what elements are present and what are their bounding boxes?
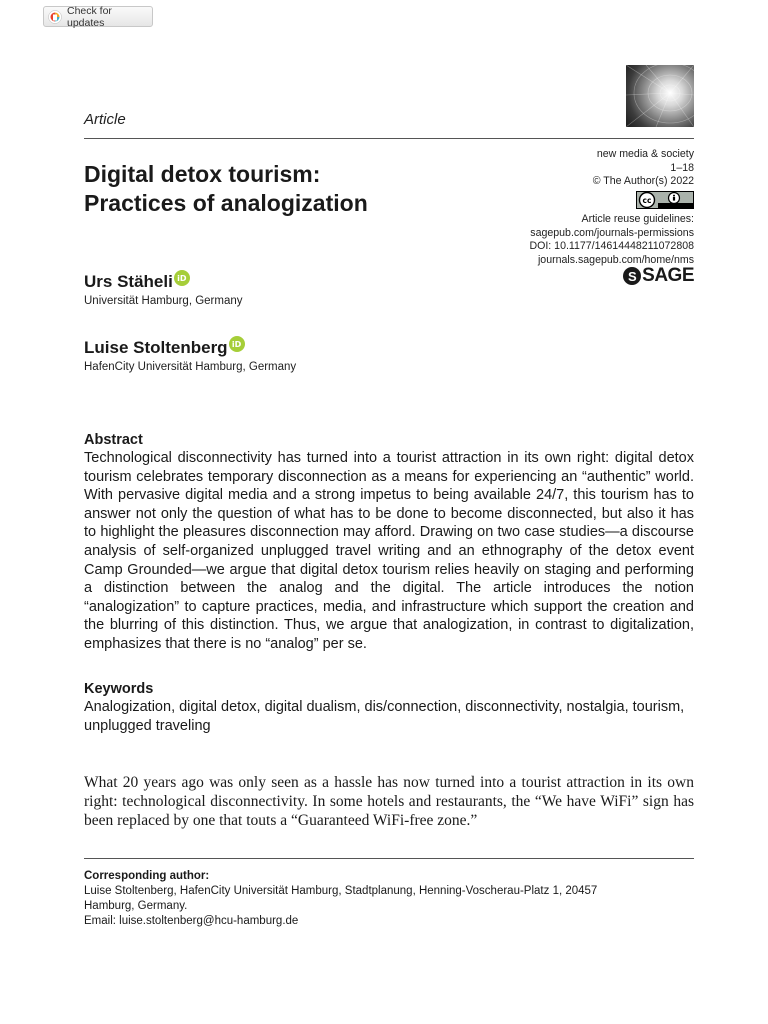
- header-divider: [84, 138, 694, 139]
- check-for-updates-button[interactable]: [43, 6, 153, 27]
- orcid-icon[interactable]: iD: [174, 270, 190, 286]
- keywords-section: [84, 681, 694, 735]
- author-block: [84, 272, 243, 307]
- title-line-1: Digital detox tourism:: [84, 161, 321, 187]
- abstract-section: [84, 432, 694, 654]
- publisher-logo: [623, 265, 694, 287]
- keywords-heading: Keywords: [84, 681, 154, 697]
- reuse-guidelines-label: Article reuse guidelines:: [581, 213, 694, 225]
- abstract-heading: Abstract: [84, 432, 143, 448]
- publisher-name: SAGE: [642, 265, 694, 286]
- corresponding-heading: Corresponding author:: [84, 870, 210, 882]
- check-for-updates-label: Check for updates: [67, 4, 112, 29]
- doi[interactable]: DOI: 10.1177/14614448211072808: [529, 240, 694, 252]
- corresponding-email[interactable]: Email: luise.stoltenberg@hcu-hamburg.de: [84, 915, 299, 927]
- journal-homepage-link[interactable]: journals.sagepub.com/home/nms: [537, 253, 694, 266]
- journal-meta: [529, 148, 694, 267]
- journal-name: new media & society: [596, 148, 694, 160]
- author-name[interactable]: Luise Stoltenberg: [84, 338, 228, 357]
- author-name[interactable]: Urs Stäheli: [84, 272, 173, 291]
- footnote-divider: [84, 858, 694, 859]
- abstract-text: Technological disconnectivity has turned into a tourist attraction in its own right: digital detox tourism celebrates temporary disconnection as a means for experiencing an “authentic” world. With pervasive digital media and a strong impetus to being available 24/7, this tourism has to answer not only the question of what has to be done to become disconnected, but also it has to highlight the pleasures disconnection may afford. Drawing on two case studies—a discourse analysis of self-organized unplugged travel writing and an ethnography of the detox event Camp Grounded—we argue that digital detox tourism relies heavily on staging and performing a distinction between the analog and the digital. The article introduces the notion “analogization” to capture practices, media, and infrastructure which support the creation and the blurring of this distinction. Thus, we argue that analogization, in contrast to digitalization, emphasizes that there is no “analog” per se.: [84, 450, 694, 652]
- title-line-2: Practices of analogization: [84, 190, 368, 216]
- copyright: © The Author(s) 2022: [592, 175, 694, 187]
- orcid-icon[interactable]: iD: [229, 336, 245, 352]
- journal-cover-thumbnail: [626, 65, 694, 127]
- sage-s-icon: S: [623, 267, 641, 285]
- author-affiliation: HafenCity Universität Hamburg, Germany: [84, 361, 297, 373]
- author-name-row: [84, 272, 243, 292]
- author-name-row: [84, 338, 296, 358]
- page-range: 1–18: [670, 161, 694, 174]
- permissions-link[interactable]: sagepub.com/journals-permissions: [530, 226, 694, 239]
- corresponding-address-cont: Hamburg, Germany.: [84, 900, 188, 912]
- svg-text:cc: cc: [642, 195, 652, 205]
- body-paragraph: What 20 years ago was only seen as a hassle has now turned into a tourist attraction in its own right: technological disconnectivity. In some hotels and restaurants, the “We have WiFi” sign has been replaced by one that touts a “Guaranteed WiFi-free zone.”: [84, 774, 694, 830]
- crossmark-icon: [48, 10, 62, 24]
- corresponding-author-note: [84, 869, 694, 929]
- author-block: [84, 338, 296, 373]
- article-title: [84, 160, 484, 218]
- cc-by-icon[interactable]: [636, 191, 694, 209]
- keywords-text: Analogization, digital detox, digital dualism, dis/connection, disconnectivity, nostalgia, tourism, unplugged traveling: [84, 699, 685, 734]
- article-type-label: Article: [84, 111, 126, 128]
- corresponding-address: Luise Stoltenberg, HafenCity Universität Hamburg, Stadtplanung, Henning-Voscherau-Platz 1, 20457: [84, 885, 598, 897]
- author-affiliation: Universität Hamburg, Germany: [84, 295, 243, 307]
